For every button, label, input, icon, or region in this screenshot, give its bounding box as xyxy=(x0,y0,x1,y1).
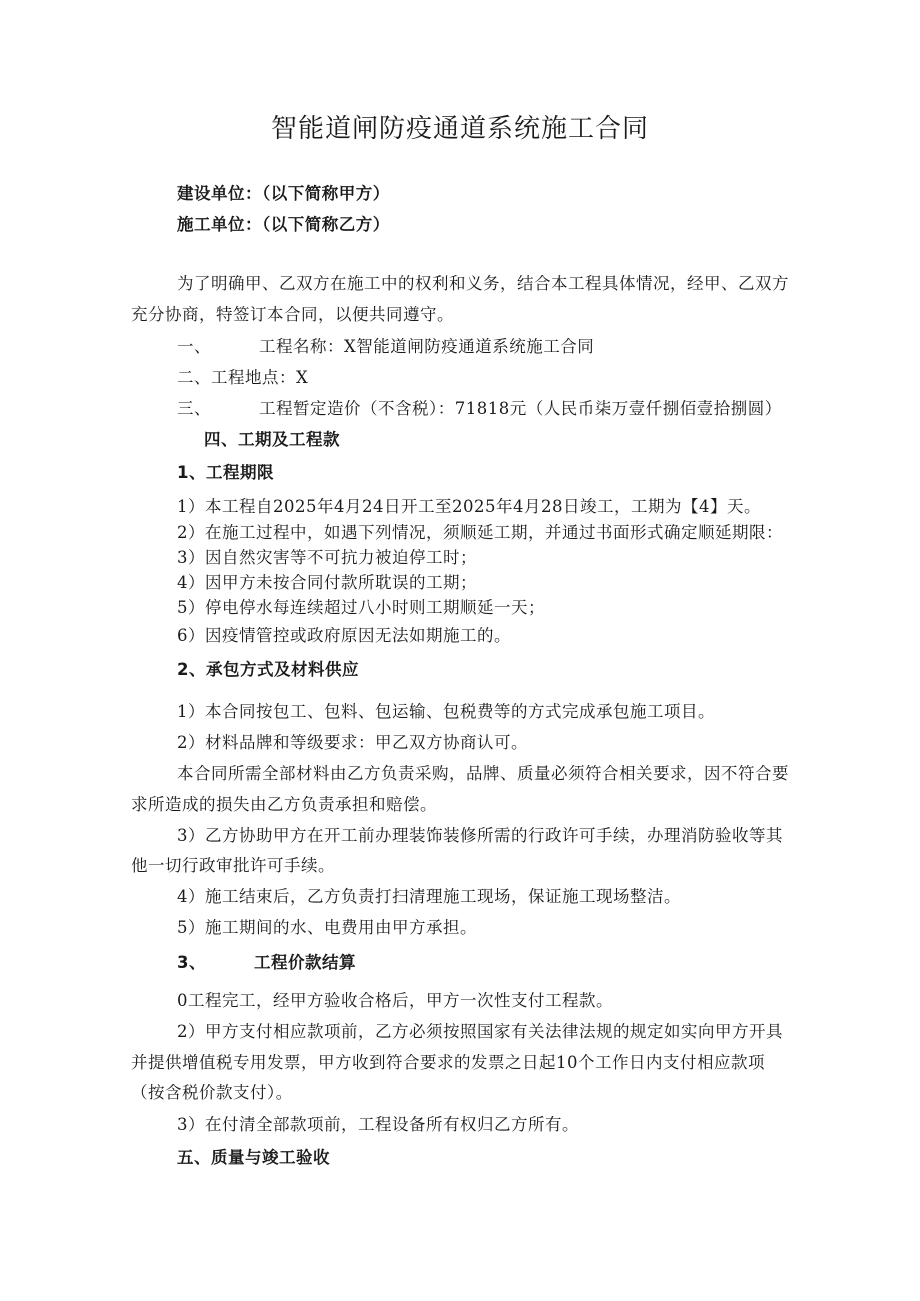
section-4-heading: 四、工期及工程款 xyxy=(204,430,340,449)
list-item: 6）因疫情管控或政府原因无法如期施工的。 xyxy=(177,626,511,645)
section-1 xyxy=(177,336,594,358)
document-title: 智能道闸防疫通道系统施工合同 xyxy=(270,114,649,144)
sub-3-title: 工程价款结算 xyxy=(253,953,356,972)
paragraph-line: 本合同所需全部材料由乙方负责采购，品牌、质量必须符合相关要求，因不符合要 xyxy=(177,764,789,783)
list-item: 5）施工期间的水、电费用由甲方承担。 xyxy=(177,918,477,937)
sub-3-heading xyxy=(177,952,356,974)
paragraph-line: 他一切行政审批许可手续。 xyxy=(131,856,335,875)
builder-party: 建设单位：（以下简称甲方） xyxy=(177,184,390,203)
list-item: 3）因自然灾害等不可抗力被迫停工时； xyxy=(177,548,477,567)
list-item: 5）停电停水每连续超过八小时则工期顺延一天； xyxy=(177,598,545,617)
section-3-number: 三、 xyxy=(177,399,211,418)
intro-line-2: 充分协商，特签订本合同，以便共同遵守。 xyxy=(131,305,454,324)
list-item: 2）材料品牌和等级要求：甲乙双方协商认可。 xyxy=(177,733,528,752)
section-3 xyxy=(177,398,782,420)
list-item: 4）施工结束后，乙方负责打扫清理施工现场，保证施工现场整洁。 xyxy=(177,887,681,906)
list-item: 1）本工程自2025年4月24日开工至2025年4月28日竣工，工期为【4】天。 xyxy=(177,497,761,516)
contractor-party: 施工单位：（以下简称乙方） xyxy=(177,215,390,234)
sub-2-heading: 2、承包方式及材料供应 xyxy=(177,660,359,679)
list-item: 0工程完工，经甲方验收合格后，甲方一次性支付工程款。 xyxy=(177,991,613,1010)
section-1-number: 一、 xyxy=(177,337,211,356)
section-3-text: 工程暂定造价（不含税）：71818元（人民币柒万壹仟捌佰壹拾捌圆） xyxy=(259,399,782,418)
intro-line-1: 为了明确甲、乙双方在施工中的权利和义务，结合本工程具体情况，经甲、乙双方 xyxy=(177,274,789,293)
paragraph-line: 求所造成的损失由乙方负责承担和赔偿。 xyxy=(131,795,437,814)
list-item: 3）乙方协助甲方在开工前办理装饰装修所需的行政许可手续，办理消防验收等其 xyxy=(177,826,783,845)
paragraph-line: （按含税价款支付）。 xyxy=(131,1083,293,1102)
list-item: 2）在施工过程中，如遇下列情况，须顺延工期，并通过书面形式确定顺延期限： xyxy=(177,523,783,542)
sub-3-number: 3、 xyxy=(177,953,206,972)
sub-1-heading: 1、工程期限 xyxy=(177,463,274,482)
list-item: 3）在付清全部款项前，工程设备所有权归乙方所有。 xyxy=(177,1115,579,1134)
section-2: 二、工程地点：X xyxy=(177,368,309,387)
section-1-text: 工程名称：X智能道闸防疫通道系统施工合同 xyxy=(259,337,595,356)
list-item: 1）本合同按包工、包料、包运输、包税费等的方式完成承包施工项目。 xyxy=(177,702,715,721)
paragraph-line: 并提供增值税专用发票，甲方收到符合要求的发票之日起10个工作日内支付相应款项 xyxy=(131,1053,765,1072)
section-5-heading: 五、质量与竣工验收 xyxy=(177,1148,330,1167)
list-item: 4）因甲方未按合同付款所耽误的工期； xyxy=(177,573,477,592)
list-item: 2）甲方支付相应款项前，乙方必须按照国家有关法律法规的规定如实向甲方开具 xyxy=(177,1022,783,1041)
